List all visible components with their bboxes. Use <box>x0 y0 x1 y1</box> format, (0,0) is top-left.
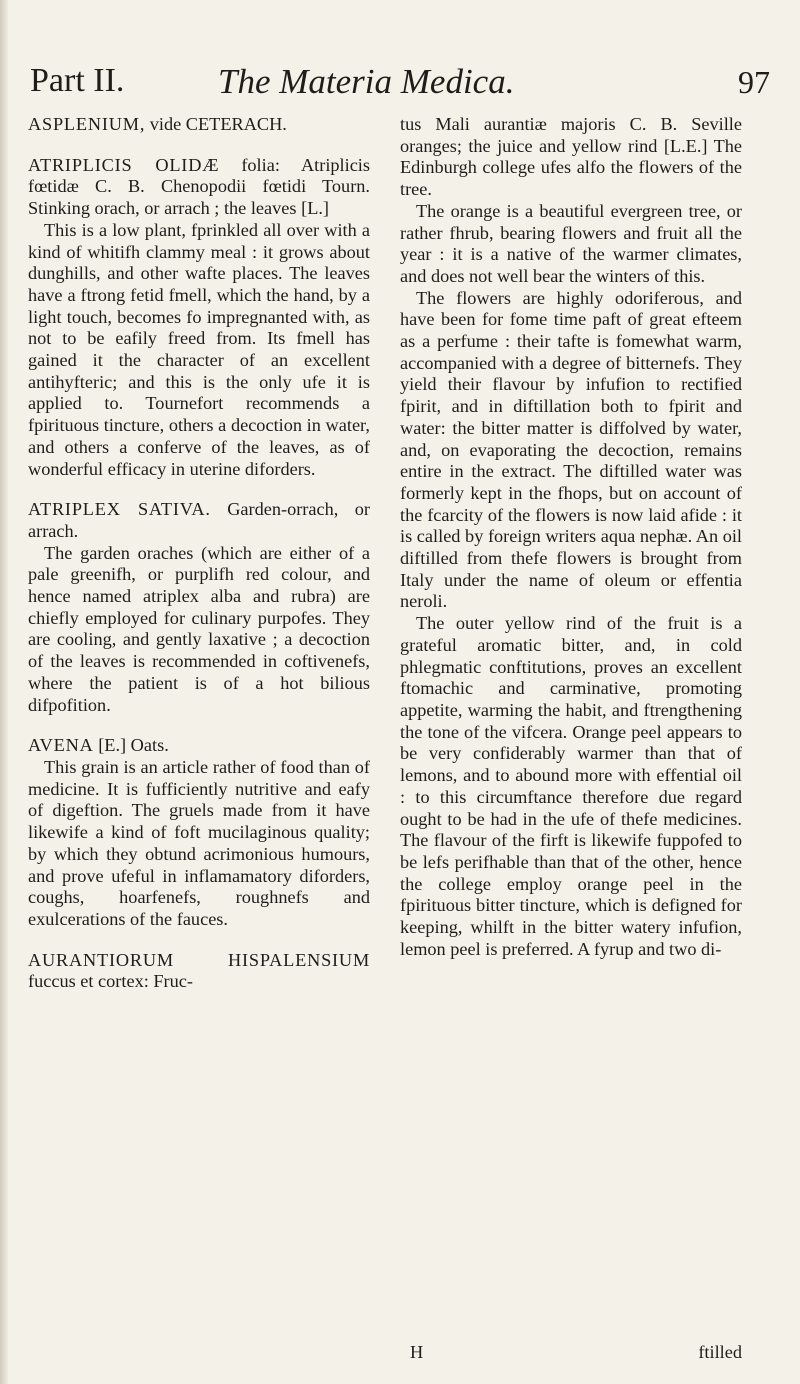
entry-atriplex <box>28 499 370 716</box>
page-header <box>30 62 770 108</box>
signature-mark: H <box>410 1342 424 1362</box>
entry-aurantiorum-continued <box>400 114 742 960</box>
entry-text: Garden-orrach, or arrach. <box>28 499 370 541</box>
entry-text: fuccus et cortex: Fruc- <box>28 971 193 992</box>
entry-text: [E.] Oats. <box>98 735 169 756</box>
entry-heading: AVENA <box>28 735 94 756</box>
entry-paragraph: The outer yellow rind of the fruit is a grateful aromatic bitter, and, in cold phlegmatic conftitutions, proves an excellent ftomachic and carminative, promoting appetite, warming the habit, and ftrengthening the tone of the vifcera. Orange peel appears to be very confiderably warmer than that of lemons, and to abound more with effential oil : to this circumftance therefore due regard ought to be had in the ufe of thefe medicines. The flavour of the firft is likewife fuppofed to be lefs perifhable than that of the other, hence the college employ orange peel in the fpirituous bitter tincture, which is defigned for keeping, whilft in the bitter watery infufion, lemon peel is preferred. A fyrup and two di- <box>400 613 742 959</box>
page-number: 97 <box>738 64 770 100</box>
entry-heading: ATRIPLICIS OLIDÆ <box>28 154 220 175</box>
catchword: ftilled <box>698 1342 742 1362</box>
entry-continuation: tus Mali aurantiæ majoris C. B. Seville oranges; the juice and yellow rind [L.E.] The Edinburgh college ufes alfo the flowers of the tree. <box>400 114 742 200</box>
entry-avena <box>28 735 370 930</box>
part-label: Part II. <box>30 62 125 99</box>
entry-aurantiorum <box>28 950 370 993</box>
book-spine-shadow <box>0 0 8 1384</box>
right-column <box>400 114 742 960</box>
page-footer <box>400 1342 742 1366</box>
entry-paragraph: The orange is a beautiful evergreen tree, or rather fhrub, bearing flowers and fruit all the year : it is a native of the warmer climates, and does not well bear the winters of this. <box>400 200 742 286</box>
entry-paragraph: The garden oraches (which are either of a pale greenifh, or purplifh red colour, and hence named atriplex alba and rubra) are chiefly employed for culinary purpofes. They are cooling, and gently laxative ; a decoction of the leaves is recommended in coftivenefs, where the patient is of a hot bilious difpofition. <box>28 542 370 715</box>
entry-asplenium <box>28 114 370 136</box>
entry-text: vide CETERACH. <box>149 114 287 134</box>
entry-heading: ATRIPLEX SATIVA. <box>28 499 211 520</box>
entry-paragraph: The flowers are highly odoriferous, and have been for fome time paft of great efteem as a perfume : their tafte is fomewhat warm, accompanied with a degree of bitternefs. They yield their flavour by infufion to rectified fpirit, and in diftillation both to fpirit and water: the bitter matter is diffolved by water, and, on evaporating the decoction, remains entire in the extract. The diftilled water was formerly kept in the fhops, but on account of the fcarcity of the flowers is now laid afide : it is called by foreign writers aqua nephæ. An oil diftilled from thefe flowers is brought from Italy under the name of oleum or effentia neroli. <box>400 287 742 612</box>
entry-atriplicis <box>28 155 370 481</box>
entry-heading: AURANTIORUM HISPALENSIUM <box>28 949 370 970</box>
entry-paragraph: This grain is an article rather of food than of medicine. It is fufficiently nutritive and eafy of digeftion. The gruels made from it have likewife a kind of foft mucilaginous quality; by which they obtund acrimonious humours, and prove ufeful in inflamamatory diforders, coughs, hoarfenefs, roughnefs and exulcerations of the fauces. <box>28 756 370 929</box>
running-title: The Materia Medica. <box>218 62 515 101</box>
entry-heading: ASPLENIUM, <box>28 114 146 134</box>
entry-paragraph: This is a low plant, fprinkled all over with a kind of whitifh clammy meal : it grows about dunghills, and other wafte places. The leaves have a ftrong fetid fmell, which the hand, by a light touch, becomes fo impregnanted with, as not to be eafily freed from. Its fmell has gained it the character of an excellent antihyfteric; and this is the only ufe it is applied to. Tournefort recommends a fpirituous tincture, others a decoction in water, and others a conferve of the leaves, as of wonderful efficacy in uterine diforders. <box>28 219 370 479</box>
entry-text: folia: Atriplicis fœtidæ C. B. Chenopodii fœtidi Tourn. Stinking orach, or arrach ; the leaves [L.] <box>28 154 371 219</box>
left-column <box>28 114 370 993</box>
